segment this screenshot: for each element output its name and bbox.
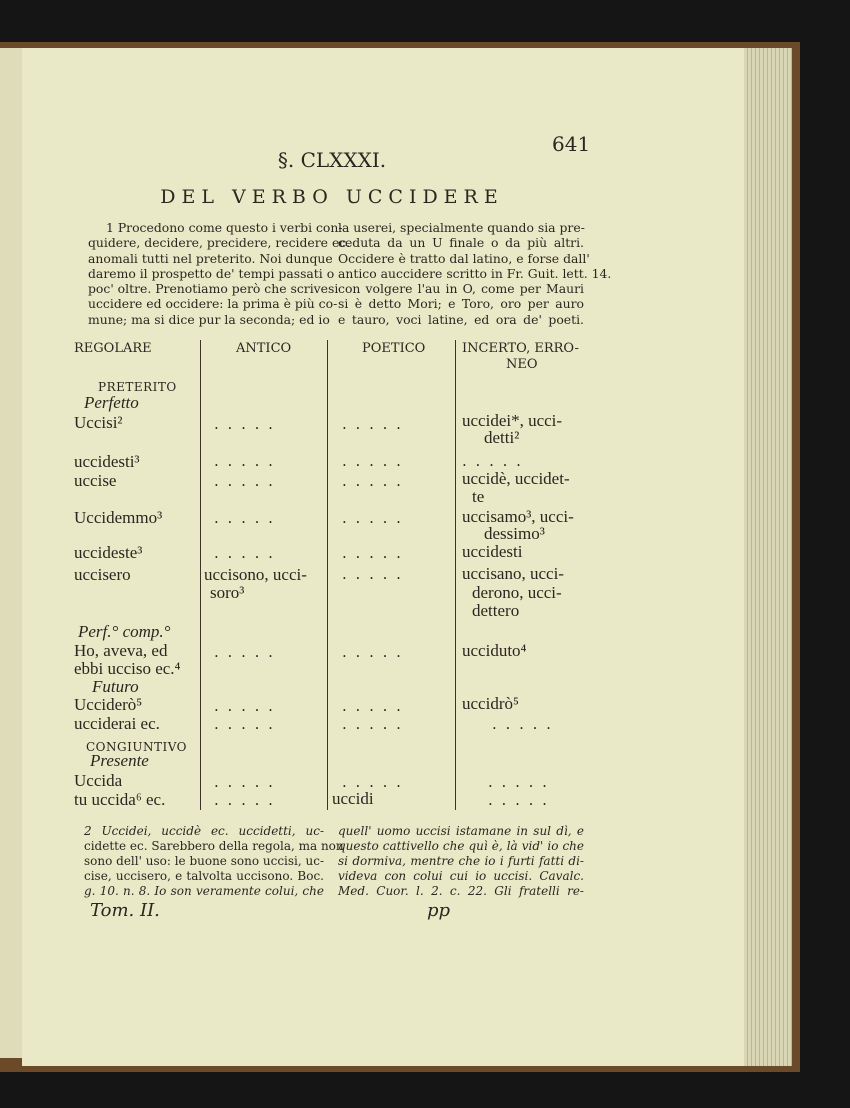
cell: uccidei*, ucci- <box>462 411 563 430</box>
cell: uccisano, ucci- <box>462 564 564 583</box>
label-presente: Presente <box>90 751 149 770</box>
dots: . . . . . <box>342 643 403 661</box>
text-line: si dormiva, mentre che io i furti fatti di- <box>338 854 584 868</box>
cell: tu uccida⁶ ec. <box>74 790 166 809</box>
cell: uccidesti <box>462 542 523 561</box>
text-line: poc' oltre. Prenotiamo però che scrivesi <box>88 281 339 297</box>
text-line: cidette ec. Sarebbero della regola, ma non <box>84 839 344 853</box>
dots: . . . . . <box>342 509 403 527</box>
text-line: anomali tutti nel preterito. Noi dunque <box>88 250 333 266</box>
label-futuro: Futuro <box>92 677 139 696</box>
cell: ucciduto⁴ <box>462 641 527 660</box>
dots: . . . . . <box>342 565 403 583</box>
dots: . . . . . <box>214 509 275 527</box>
header-regolare: REGOLARE <box>74 341 152 356</box>
cell: uccidrò⁵ <box>462 694 519 713</box>
intro-right-column <box>338 220 612 327</box>
cell: uccideste³ <box>74 543 143 562</box>
label-perfetto: Perfetto <box>84 393 139 412</box>
gathering-signature: pp <box>427 900 451 921</box>
cell: uccidè, uccidet- <box>462 469 570 488</box>
text-line: si è detto Mori; e Toro, oro per auro <box>338 296 584 312</box>
dots: . . . . . <box>342 544 403 562</box>
dots: . . . . . <box>492 715 553 733</box>
text-line: 2 Uccidei, uccidè ec. uccidetti, uc- <box>84 824 324 838</box>
dots: . . . . . <box>488 773 549 791</box>
text-line: quell' uomo uccisi istamane in sul dì, e <box>338 824 584 838</box>
dots: . . . . . <box>214 415 275 433</box>
cell: Ucciderò⁵ <box>74 695 143 714</box>
intro-left-column <box>88 220 351 327</box>
text-line: Occidere è tratto dal latino, e forse dall' <box>338 250 590 266</box>
text-line: sono dell' uso: le buone sono uccisi, uc- <box>84 854 325 868</box>
dots: . . . . . <box>342 697 403 715</box>
cell: uccise <box>74 471 117 490</box>
page-title: DEL VERBO UCCIDERE <box>160 186 504 208</box>
text-line: cise, uccisero, e talvolta uccisono. Boc. <box>84 869 324 883</box>
label-perf-comp: Perf.° comp.° <box>78 622 171 641</box>
column-divider <box>327 340 328 810</box>
column-divider <box>455 340 456 810</box>
label-preterito: PRETERITO <box>98 380 177 394</box>
text-line: 1 Procedono come questo i verbi con- <box>106 220 343 235</box>
dots: . . . . . <box>214 544 275 562</box>
dots: . . . . . <box>488 791 549 809</box>
cell: ucciderai ec. <box>74 714 160 733</box>
page-edges <box>740 48 792 1066</box>
dots: . . . . . <box>462 452 523 470</box>
cell: uccidesti³ <box>74 452 140 471</box>
text-line: antico auccidere scritto in Fr. Guit. lett. 14. <box>338 265 612 281</box>
cell: Uccida <box>74 771 123 790</box>
dots: . . . . . <box>214 472 275 490</box>
dots: . . . . . <box>342 415 403 433</box>
text-line: quidere, decidere, precidere, recidere ec. <box>88 235 351 251</box>
footnote-right <box>338 824 584 899</box>
text-line: questo cattivello che quì è, là vid' io che <box>338 839 584 853</box>
cell: uccisero <box>74 565 131 584</box>
dots: . . . . . <box>342 773 403 791</box>
cell: derono, ucci- <box>472 583 562 602</box>
dots: . . . . . <box>342 472 403 490</box>
dots: . . . . . <box>214 452 275 470</box>
cell: uccidi <box>332 789 374 808</box>
cell: detti² <box>484 428 520 447</box>
cell: uccisamo³, ucci- <box>462 507 574 526</box>
text-line: uccidere ed occidere: la prima è più co- <box>88 296 338 312</box>
facing-page-edge <box>0 48 23 1058</box>
column-divider <box>200 340 201 810</box>
text-line: g. 10. n. 8. Io son veramente colui, che <box>84 884 324 898</box>
text-line: la userei, specialmente quando sia pre- <box>338 220 585 235</box>
text-line: daremo il prospetto de' tempi passati o <box>88 265 335 281</box>
dots: . . . . . <box>342 452 403 470</box>
cell: te <box>472 487 485 506</box>
dots: . . . . . <box>214 791 275 809</box>
text-line: videva con colui cui io uccisi. Cavalc. <box>338 869 584 883</box>
text-line: e tauro, voci latine, ed ora de' poeti. <box>338 311 584 327</box>
text-line: mune; ma si dice pur la seconda; ed io <box>88 311 330 327</box>
header-antico: ANTICO <box>236 341 292 356</box>
footnote-left <box>84 824 344 899</box>
label-congiuntivo: CONGIUNTIVO <box>86 740 187 754</box>
text-line: con volgere l'au in O, come per Mauri <box>338 281 584 297</box>
header-incerto: INCERTO, ERRO- <box>462 341 579 356</box>
header-poetico: POETICO <box>362 341 426 356</box>
page-number: 641 <box>552 132 591 156</box>
text-line: Med. Cuor. l. 2. c. 22. Gli fratelli re- <box>338 884 584 898</box>
header-incerto-cont: NEO <box>506 357 538 372</box>
cell: Uccidemmo³ <box>74 508 163 527</box>
dots: . . . . . <box>214 715 275 733</box>
cell: Uccisi² <box>74 413 123 432</box>
section-number: §. CLXXXI. <box>277 148 387 172</box>
book-page <box>22 48 744 1066</box>
cell: Ho, aveva, ed <box>74 641 168 660</box>
text-line: ceduta da un U finale o da più altri. <box>338 235 584 251</box>
cell: dessimo³ <box>484 524 545 543</box>
cell: uccisono, ucci- <box>204 565 307 584</box>
dots: . . . . . <box>214 697 275 715</box>
cell: ebbi ucciso ec.⁴ <box>74 659 181 678</box>
dots: . . . . . <box>342 715 403 733</box>
dots: . . . . . <box>214 773 275 791</box>
volume-signature: Tom. II. <box>90 900 160 921</box>
dots: . . . . . <box>214 643 275 661</box>
cell: soro³ <box>210 583 245 602</box>
cell: dettero <box>472 601 520 620</box>
